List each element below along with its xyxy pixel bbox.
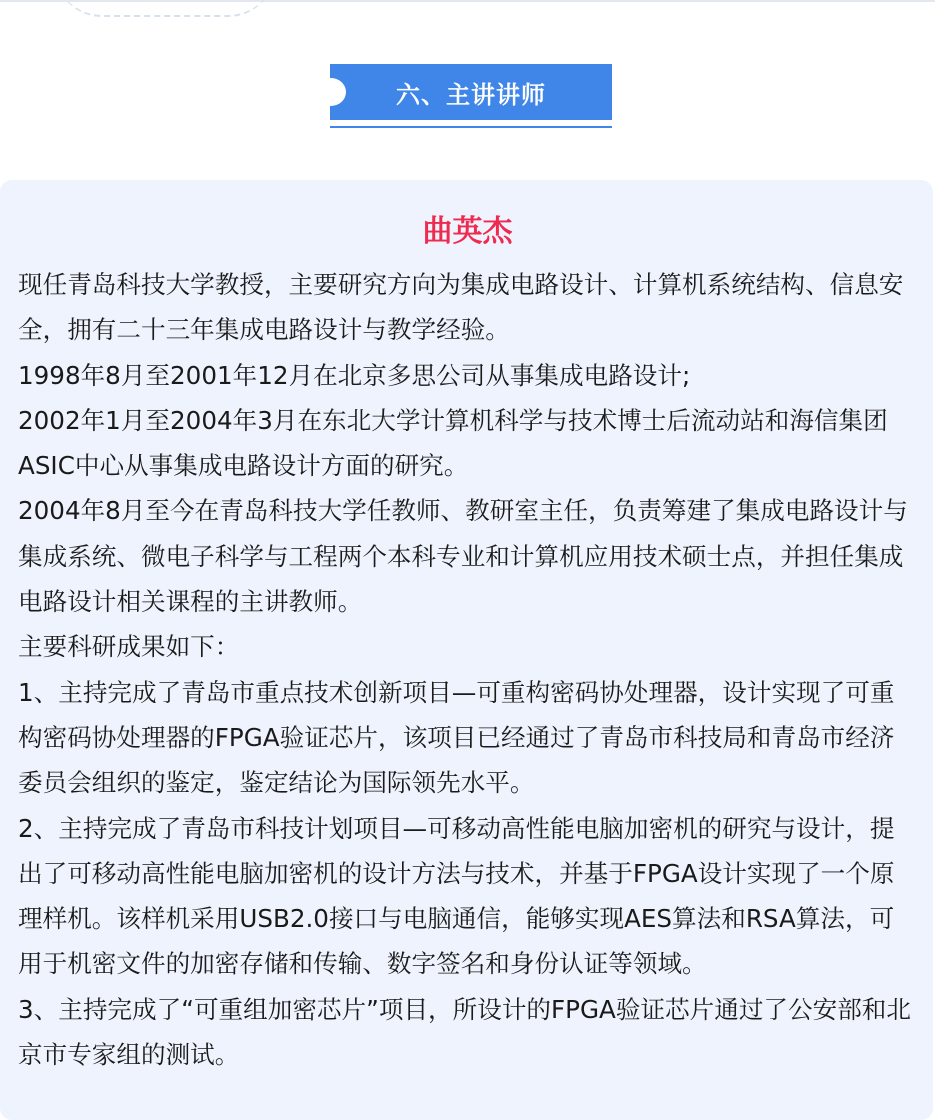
section-header [330,64,612,120]
top-decoration [55,0,275,17]
bio-paragraph: 主要科研成果如下： [18,632,240,662]
section-title: 六、主讲讲师 [396,80,546,109]
bio-paragraph: 2004年8月至今在青岛科技大学任教师、教研室主任，负责筹建了集成电路设计与集成系统、微电子科学与工程两个本科专业和计算机应用技术硕士点，并担任集成电路设计相关课程的主讲教师。 [18,496,908,617]
bio-paragraph: 现任青岛科技大学教授，主要研究方向为集成电路设计、计算机系统结构、信息安全，拥有二十三年集成电路设计与教学经验。 [18,270,904,345]
section-underline [330,126,612,128]
speaker-name: 曲英杰 [422,214,513,249]
speaker-bio [18,262,918,1077]
header-notch-decoration [316,78,346,106]
bio-paragraph: 2、主持完成了青岛市科技计划项目—可移动高性能电脑加密机的研究与设计，提出了可移动高性能电脑加密机的设计方法与技术，并基于FPGA设计实现了一个原理样机。该样机采用USB2.0接口与电脑通信，能够实现AES算法和RSA算法，可用于机密文件的加密存储和传输、数字签名和身份认证等领域。 [18,813,895,979]
bio-paragraph: 1、主持完成了青岛市重点技术创新项目—可重构密码协处理器，设计实现了可重构密码协处理器的FPGA验证芯片，该项目已经通过了青岛市科技局和青岛市经济委员会组织的鉴定，鉴定结论为国际领先水平。 [18,677,895,798]
bio-paragraph: 1998年8月至2001年12月在北京多思公司从事集成电路设计; [18,360,691,390]
bio-paragraph: 3、主持完成了“可重组加密芯片”项目，所设计的FPGA验证芯片通过了公安部和北京市专家组的测试。 [18,994,911,1070]
bio-paragraph: 2002年1月至2004年3月在东北大学计算机科学与技术博士后流动站和海信集团ASIC中心从事集成电路设计方面的研究。 [18,405,888,481]
